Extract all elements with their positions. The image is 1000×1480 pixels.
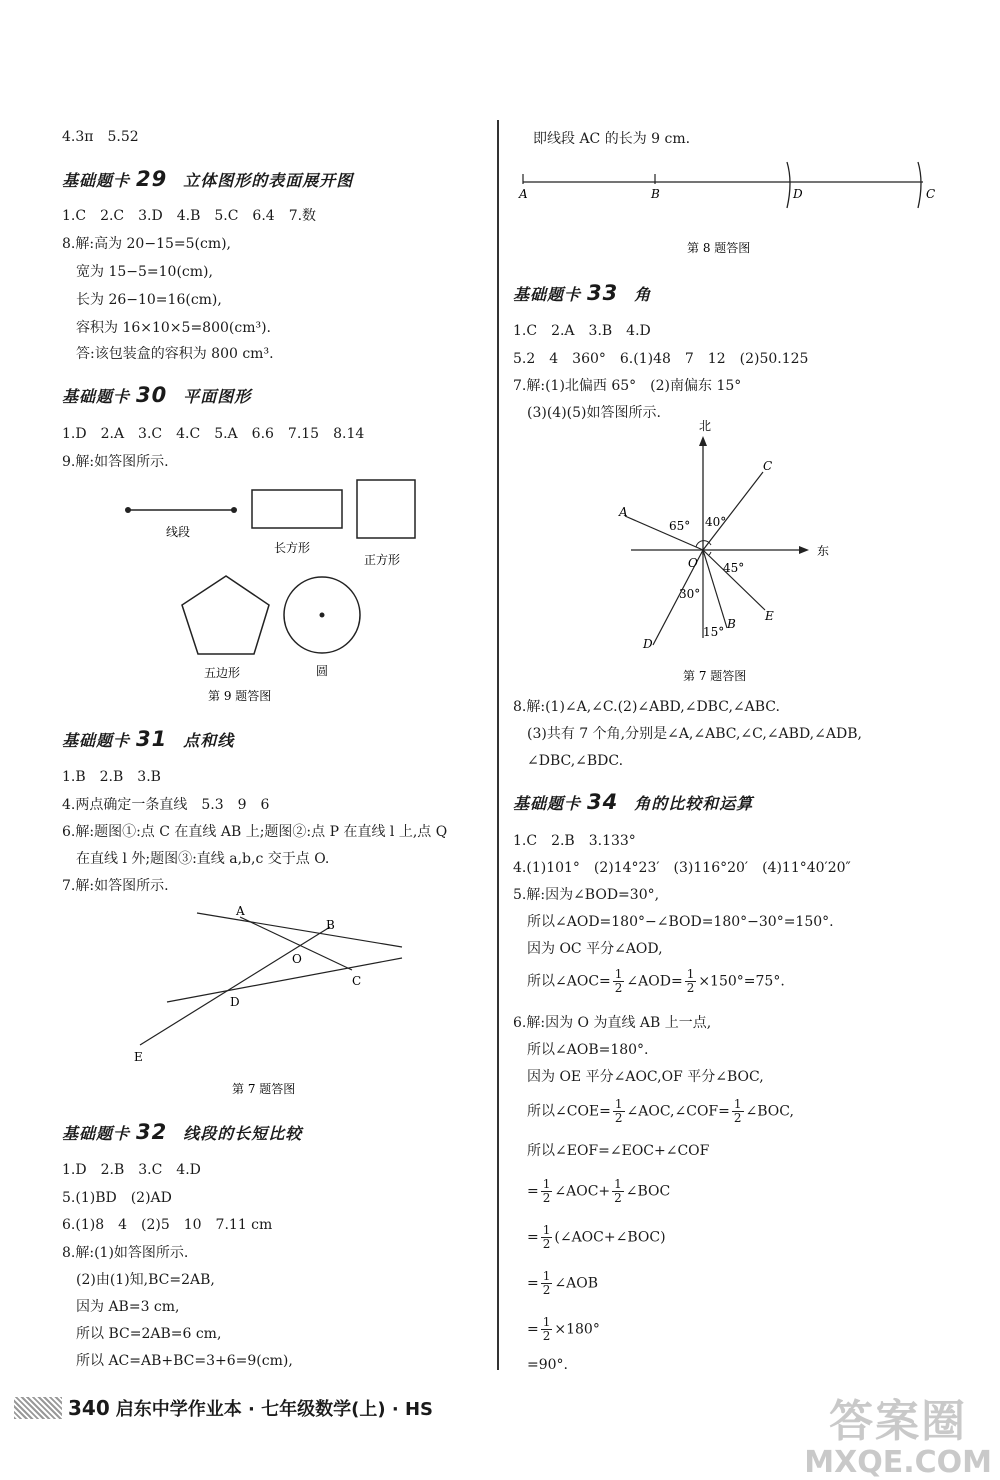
pentagon-label: 五边形 [204,666,241,680]
answer-line: 7.解:如答图所示. [62,878,169,894]
fraction-half [612,1178,624,1205]
numerator: 1 [542,1223,551,1237]
watermark-bottom: MXQE.COM [804,1445,992,1480]
answer-line: 6.解:题图①:点 C 在直线 AB 上;题图②:点 P 在直线 l 上,点 Q [62,824,448,840]
heading-number: 33 [587,281,619,305]
equation-line [527,1224,666,1251]
figure-caption: 第 9 题答图 [208,689,272,703]
figure-caption: 第 7 题答图 [232,1082,296,1096]
heading-title: 角的比较和运算 [634,794,754,813]
watermark-logo [804,1385,992,1480]
point-o-label: O [688,556,698,570]
answer-line: 因为 OE 平分∠AOC,OF 平分∠BOC, [527,1069,764,1085]
fraction-half [541,1178,553,1205]
fraction-half [613,1098,625,1125]
denominator: 2 [614,1191,622,1205]
heading-title: 线段的长短比较 [183,1124,303,1143]
segment-label: 线段 [166,525,191,539]
answer-line: 8.解:(1)如答图所示. [62,1245,189,1261]
eq-text: ∠BOC, [745,1103,794,1120]
heading-number: 32 [136,1120,168,1144]
denominator: 2 [614,981,623,995]
eq-text: = [527,1229,539,1246]
answer-line: 所以∠AOB=180°. [527,1042,649,1058]
north-label: 北 [699,419,712,433]
book-title: 启东中学作业本 · 七年级数学(上) · HS [115,1399,433,1420]
eq-text: 所以∠COE= [527,1103,611,1120]
answer-line: 1.C 2.B 3.133° [513,833,636,849]
heading-prefix: 基础题卡 [513,794,582,813]
answer-line: 6.(1)8 4 (2)5 10 7.11 cm [62,1217,273,1233]
answer-line: 1.D 2.B 3.C 4.D [62,1162,201,1178]
point-c-label: C [763,459,773,473]
eq-text: ∠AOD= [626,973,683,990]
answer-line: 答:该包装盒的容积为 800 cm³. [76,346,274,362]
answer-line: 因为 OC 平分∠AOD, [527,941,663,957]
eq-text: 所以∠AOC= [527,973,611,990]
line-dc [167,958,402,1002]
fraction-half [685,968,697,995]
ray-oa [625,516,703,550]
point-a-label: A [236,904,245,918]
equation-line [527,1270,598,1297]
answer-line: (3)共有 7 个角,分别是∠A,∠ABC,∠C,∠ABD,∠ADB, [527,726,862,742]
angle-15-label: 15° [703,625,725,639]
denominator: 2 [542,1237,551,1251]
point-d-label: D [793,187,803,201]
numerator: 1 [733,1097,742,1111]
answer-line: 1.C 2.A 3.B 4.D [513,323,651,339]
east-arrow-icon [799,546,809,554]
heading-number: 29 [136,167,168,191]
answer-line: 8.解:(1)∠A,∠C.(2)∠ABD,∠DBC,∠ABC. [513,699,780,715]
page-number: 340 [68,1396,110,1420]
angle-30-label: 30° [679,587,701,601]
section-heading-30 [62,383,251,407]
equation-line [527,1098,794,1125]
eq-text: = [527,1183,539,1200]
answer-line: (2)由(1)知,BC=2AB, [76,1272,215,1288]
answer-line: 5.(1)BD (2)AD [62,1190,172,1206]
answer-line: 所以 AC=AB+BC=3+6=9(cm), [76,1353,293,1369]
denominator: 2 [614,1111,623,1125]
heading-prefix: 基础题卡 [513,285,582,304]
section-heading-32 [62,1120,302,1144]
equation-line [527,1316,600,1343]
angle-40-label: 40° [705,515,727,529]
heading-prefix: 基础题卡 [62,1124,131,1143]
section-heading-31 [62,727,234,751]
heading-title: 点和线 [183,731,235,750]
square-label: 正方形 [364,553,401,567]
numerator: 1 [614,1097,623,1111]
heading-prefix: 基础题卡 [62,731,131,750]
denominator: 2 [542,1283,551,1297]
answer-line: 4.(1)101° (2)14°23′ (3)116°20′ (4)11°40′20″ [513,860,851,876]
figure-caption: 第 7 题答图 [683,669,747,683]
equation-line [527,1178,670,1205]
answer-line: 在直线 l 外;题图③:直线 a,b,c 交于点 O. [76,851,330,867]
answer-line: 6.解:因为 O 为直线 AB 上一点, [513,1015,712,1031]
point-b-label: B [727,617,736,631]
answer-line: 5.解:因为∠BOD=30°, [513,887,660,903]
page-footer [14,1395,433,1425]
arc-c [918,162,921,208]
north-arrow-icon [699,436,707,446]
point-d-label: D [643,637,653,651]
point-e-label: E [134,1050,143,1064]
east-label: 东 [817,544,830,558]
section-heading-29 [62,167,353,191]
figure-8-segment [513,160,953,260]
denominator: 2 [542,1191,551,1205]
angle-45-label: 45° [723,561,745,575]
numerator: 1 [542,1177,551,1191]
eq-text: = [527,1321,539,1338]
figure-7-compass [603,420,863,690]
point-d-label: D [230,995,240,1009]
line-ab [197,913,402,947]
point-a-label: A [619,505,628,519]
angle-65-label: 65° [669,519,691,533]
heading-number: 31 [136,727,168,751]
point-c-label: C [926,187,936,201]
point-b-label: B [651,187,660,201]
eq-text: ∠BOC [625,1183,671,1200]
eq-text: ∠AOC,∠COF= [626,1103,730,1120]
fraction-half [541,1316,553,1343]
figure-caption: 第 8 题答图 [687,241,751,255]
answer-line: 4.3π 5.52 [62,129,139,145]
equation-line: =90°. [527,1357,568,1373]
arc-d [787,162,790,208]
answer-line: 所以∠AOD=180°−∠BOD=180°−30°=150°. [527,914,834,930]
eq-text: ×180° [554,1321,600,1338]
eq-text: ∠AOB [554,1275,598,1292]
numerator: 1 [542,1315,551,1329]
figure-7-lines [62,895,482,1105]
square-shape [357,480,415,538]
answer-line: 容积为 16×10×5=800(cm³). [76,320,272,336]
circle-label: 圆 [316,664,329,678]
eq-text: (∠AOC+∠BOC) [554,1229,666,1246]
column-divider [497,120,499,1370]
rectangle-shape [252,490,342,528]
heading-title: 平面图形 [183,387,252,406]
answer-line: 所以 BC=2AB=6 cm, [76,1326,222,1342]
eq-text: ∠AOC+ [554,1183,611,1200]
point-b-label: B [326,918,335,932]
heading-title: 角 [634,285,652,304]
equation-line [527,968,785,995]
answer-line: 因为 AB=3 cm, [76,1299,180,1315]
circle-center [320,613,325,618]
answer-line: 长为 26−10=16(cm), [76,292,222,308]
answer-line: (3)(4)(5)如答图所示. [527,405,661,421]
heading-number: 34 [587,790,619,814]
answer-line: 9.解:如答图所示. [62,454,169,470]
heading-title: 立体图形的表面展开图 [183,171,354,190]
answer-line: 1.B 2.B 3.B [62,769,161,785]
point-e-label: E [765,609,774,623]
point-c-label: C [352,974,362,988]
denominator: 2 [686,981,695,995]
line-eb [140,927,330,1045]
answer-line: 1.C 2.C 3.D 4.B 5.C 6.4 7.数 [62,208,317,224]
answer-line: 4.两点确定一条直线 5.3 9 6 [62,797,270,813]
fraction-half [541,1224,553,1251]
point-a-label: A [519,187,528,201]
denominator: 2 [542,1329,551,1343]
figure-9-shapes [62,470,482,710]
answer-line: 8.解:高为 20−15=5(cm), [62,236,232,252]
numerator: 1 [542,1269,551,1283]
numerator: 1 [686,967,695,981]
answer-line: ∠DBC,∠BDC. [527,753,624,769]
section-heading-33 [513,281,651,305]
footer-pattern [14,1397,62,1419]
angle-arc [709,552,711,555]
answer-line: 7.解:(1)北偏西 65° (2)南偏东 15° [513,378,742,394]
answer-line: 5.2 4 360° 6.(1)48 7 12 (2)50.125 [513,351,809,367]
pentagon-shape [182,576,269,654]
segment-endpoint [125,507,131,513]
fraction-half [541,1270,553,1297]
equation-line: 所以∠EOF=∠EOC+∠COF [527,1143,710,1159]
heading-prefix: 基础题卡 [62,387,131,406]
eq-text: = [527,1275,539,1292]
denominator: 2 [733,1111,742,1125]
answer-line: 宽为 15−5=10(cm), [76,264,213,280]
point-o-label: O [292,952,302,966]
numerator: 1 [614,1177,622,1191]
section-heading-34 [513,790,753,814]
heading-prefix: 基础题卡 [62,171,131,190]
heading-number: 30 [136,383,168,407]
answer-line: 即线段 AC 的长为 9 cm. [533,131,691,147]
rectangle-label: 长方形 [274,541,311,555]
ray-oc [703,472,763,550]
fraction-half [613,968,625,995]
fraction-half [732,1098,744,1125]
segment-endpoint [231,507,237,513]
numerator: 1 [614,967,623,981]
eq-text: ×150°=75°. [698,973,785,990]
answer-line: 1.D 2.A 3.C 4.C 5.A 6.6 7.15 8.14 [62,426,365,442]
watermark-top: 答案圈 [829,1396,968,1447]
